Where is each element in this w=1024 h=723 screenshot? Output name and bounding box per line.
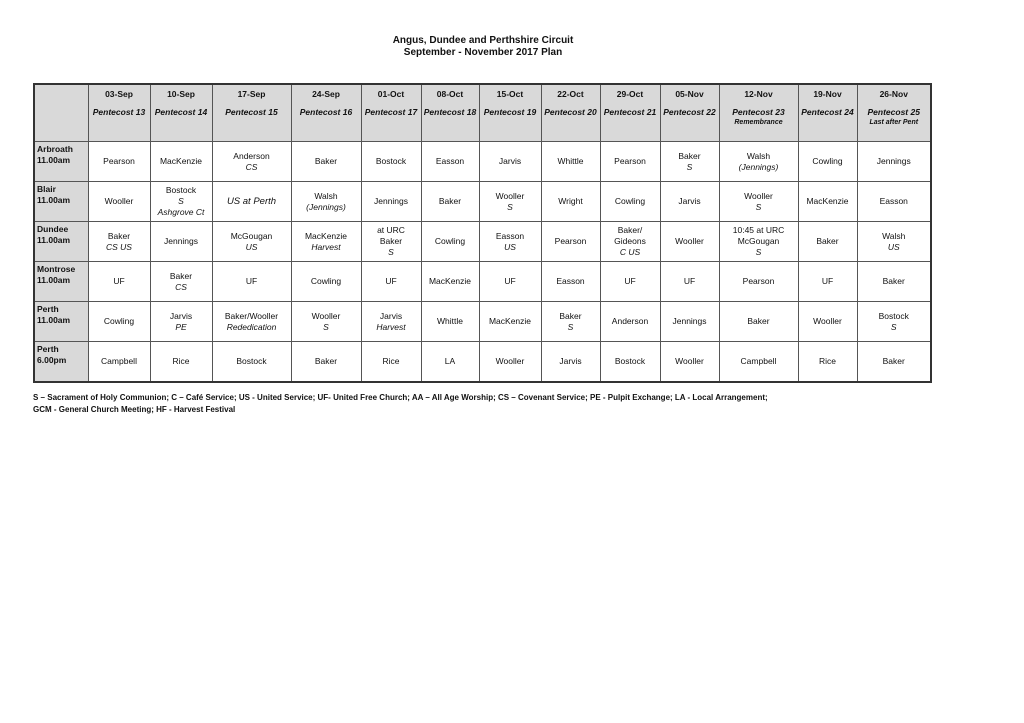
service-note: S <box>890 321 897 332</box>
date-column-header <box>798 84 857 142</box>
preacher-name: Cowling <box>614 196 646 206</box>
service-cell <box>361 302 421 342</box>
service-cell <box>361 142 421 182</box>
service-cell <box>719 342 798 383</box>
preacher-name: UF <box>624 276 636 286</box>
service-cell <box>600 302 660 342</box>
service-cell <box>212 182 291 222</box>
preacher-name: Campbell <box>101 356 137 366</box>
preacher-name: Jennings <box>373 196 409 206</box>
preacher-name: Walsh <box>314 190 338 201</box>
service-time: 11.00am <box>37 315 71 325</box>
service-cell <box>291 182 361 222</box>
church-name-cell <box>34 142 88 182</box>
service-cell <box>88 302 150 342</box>
service-note: (Jennings) <box>738 161 779 172</box>
date-column-header <box>600 84 660 142</box>
document-title: Angus, Dundee and Perthshire Circuit <box>392 35 574 46</box>
date-label: 03-Sep <box>105 89 133 99</box>
preacher-name: Wooller <box>744 190 773 201</box>
date-label: 05-Nov <box>675 89 704 99</box>
service-cell <box>541 262 600 302</box>
date-column-header <box>541 84 600 142</box>
preacher-name: LA <box>444 356 456 366</box>
date-label: 22-Oct <box>557 89 584 99</box>
service-cell <box>421 262 479 302</box>
preacher-name: Baker <box>882 356 905 366</box>
service-cell <box>719 222 798 262</box>
preacher-name: Jarvis <box>169 310 193 321</box>
church-name: Perth <box>37 344 59 354</box>
service-note: (Jennings) <box>306 201 346 212</box>
service-cell <box>479 182 541 222</box>
service-cell <box>541 182 600 222</box>
church-row <box>34 222 931 262</box>
date-column-header <box>291 84 361 142</box>
church-row <box>34 142 931 182</box>
service-cell <box>541 342 600 383</box>
preacher-name: Cowling <box>434 236 466 246</box>
preacher-name: Baker <box>559 310 582 321</box>
date-column-header <box>719 84 798 142</box>
service-cell <box>600 262 660 302</box>
service-cell <box>660 222 719 262</box>
liturgical-sunday-label: Pentecost 20 <box>544 107 597 117</box>
service-note: S <box>323 321 329 332</box>
preacher-name: Baker <box>314 356 338 366</box>
cell-note-top: at URC <box>377 225 405 235</box>
service-note: US <box>504 241 516 252</box>
church-name-cell <box>34 222 88 262</box>
service-cell <box>600 182 660 222</box>
date-label: 15-Oct <box>496 89 524 99</box>
service-cell <box>88 222 150 262</box>
service-note: US <box>887 241 900 252</box>
service-cell <box>719 182 798 222</box>
preacher-name: Jarvis <box>678 196 701 206</box>
preacher-name: Wooller <box>495 356 525 366</box>
service-cell <box>88 182 150 222</box>
header-row <box>34 84 931 142</box>
service-note: S <box>567 321 574 332</box>
date-column-header <box>361 84 421 142</box>
service-cell <box>212 262 291 302</box>
service-cell <box>212 342 291 383</box>
preacher-name: Baker <box>107 230 131 241</box>
preacher-name: McGougan <box>737 236 780 246</box>
service-note: S <box>686 161 693 172</box>
cell-note-top: 10:45 at URC <box>732 225 785 235</box>
preacher-name: MacKenzie <box>159 156 203 166</box>
service-cell <box>421 222 479 262</box>
service-cell <box>291 262 361 302</box>
preacher-name: Pearson <box>554 236 587 246</box>
liturgical-sunday-label: Pentecost 24 <box>801 107 854 117</box>
preacher-name: Baker <box>747 316 770 326</box>
service-time: 11.00am <box>37 275 71 285</box>
date-label: 10-Sep <box>167 89 195 99</box>
preacher-name: Baker <box>169 270 193 281</box>
date-label: 24-Sep <box>312 89 340 99</box>
plan-body <box>34 142 931 383</box>
corner-cell <box>34 84 88 142</box>
church-row <box>34 302 931 342</box>
date-label: 17-Sep <box>237 89 266 99</box>
preacher-name: Cowling <box>812 156 843 166</box>
church-name: Montrose <box>37 264 76 274</box>
church-name-cell <box>34 302 88 342</box>
preacher-name: Wooller <box>675 236 704 246</box>
date-column-header <box>212 84 291 142</box>
preacher-name: Baker <box>314 156 338 166</box>
service-cell <box>88 342 150 383</box>
preacher-name: Baker/Wooller <box>224 310 279 321</box>
preacher-name: S <box>178 196 184 206</box>
preacher-name: Cowling <box>310 276 342 286</box>
preacher-name: Bostock <box>878 310 909 321</box>
service-cell <box>857 222 931 262</box>
preacher-name: UF <box>245 276 258 286</box>
preacher-name: Bostock <box>614 356 646 366</box>
date-column-header <box>857 84 931 142</box>
service-cell <box>291 222 361 262</box>
service-cell <box>150 142 212 182</box>
sunday-note: Last after Pent <box>869 119 919 126</box>
service-cell <box>479 222 541 262</box>
preacher-name: Baker <box>678 150 701 161</box>
service-cell <box>361 182 421 222</box>
service-cell <box>421 302 479 342</box>
preacher-name: Jennings <box>672 316 707 326</box>
preacher-name: Wooller <box>495 190 525 201</box>
service-note: CS <box>245 161 258 172</box>
preacher-name: Jarvis <box>379 310 403 321</box>
service-note: S <box>755 247 762 257</box>
preacher-name: MacKenzie <box>428 276 472 286</box>
service-note: CS US <box>106 241 132 252</box>
preacher-name: Pearson <box>742 276 775 286</box>
service-note: S <box>755 201 762 212</box>
date-label: 08-Oct <box>436 89 464 99</box>
service-cell <box>660 262 719 302</box>
church-name: Arbroath <box>37 144 73 154</box>
preacher-name: Wooller <box>813 316 842 326</box>
preacher-name: Bostock <box>236 356 267 366</box>
service-note: C US <box>619 247 641 257</box>
preacher-name: Baker <box>882 276 905 286</box>
church-row <box>34 342 931 383</box>
date-column-header <box>150 84 212 142</box>
service-cell <box>88 262 150 302</box>
cell-note-top: Bostock <box>165 185 197 195</box>
service-cell <box>857 302 931 342</box>
church-row <box>34 262 931 302</box>
liturgical-sunday-label: Pentecost 23 <box>732 107 785 117</box>
service-cell <box>421 342 479 383</box>
service-time: 6.00pm <box>37 355 67 365</box>
legend-line: S – Sacrament of Holy Communion; C – Café Service; US - United Service; UF- United Free Church; AA – All Age Worship; CS – Covenant Service; PE - Pulpit Exchange; LA - Local Arrangement; <box>33 393 768 402</box>
church-name: Blair <box>37 184 56 194</box>
service-cell <box>660 302 719 342</box>
preacher-name: UF <box>504 276 516 286</box>
liturgical-sunday-label: Pentecost 13 <box>92 107 146 117</box>
preacher-name: Walsh <box>882 230 906 241</box>
service-cell <box>479 262 541 302</box>
liturgical-sunday-label: Pentecost 16 <box>299 107 353 117</box>
preacher-name: Jarvis <box>498 156 522 166</box>
service-cell <box>541 142 600 182</box>
service-note: US <box>245 241 258 252</box>
liturgical-sunday-label: Pentecost 15 <box>225 107 278 117</box>
preacher-name: Wooller <box>311 310 341 321</box>
service-cell <box>150 182 212 222</box>
date-label: 12-Nov <box>744 89 773 99</box>
church-row <box>34 182 931 222</box>
legend <box>33 392 768 416</box>
service-cell <box>660 182 719 222</box>
preacher-name: McGougan <box>230 230 273 241</box>
date-label: 19-Nov <box>813 89 842 99</box>
service-note: Harvest <box>311 241 341 252</box>
date-column-header <box>479 84 541 142</box>
preacher-name: UF <box>821 276 834 286</box>
service-cell <box>150 262 212 302</box>
preacher-name: Whittle <box>557 156 584 166</box>
service-time: 11.00am <box>37 235 71 245</box>
church-name-cell <box>34 342 88 383</box>
preacher-name: Pearson <box>614 156 646 166</box>
preacher-name: Baker <box>816 236 839 246</box>
preacher-name: Jennings <box>163 236 199 246</box>
service-cell <box>798 142 857 182</box>
date-label: 26-Nov <box>879 89 908 99</box>
preacher-name: UF <box>683 276 696 286</box>
date-column-header <box>660 84 719 142</box>
service-cell <box>541 222 600 262</box>
liturgical-sunday-label: Pentecost 19 <box>483 107 537 117</box>
preacher-name: Easson <box>495 230 525 241</box>
church-name-cell <box>34 262 88 302</box>
date-label: 29-Oct <box>616 89 644 99</box>
date-column-header <box>88 84 150 142</box>
preacher-name: Anderson <box>611 316 649 326</box>
preacher-name: Rice <box>818 356 836 366</box>
preacher-name: Easson <box>556 276 585 286</box>
liturgical-sunday-label: Pentecost 25 <box>867 107 920 117</box>
preacher-name: Gideons <box>614 236 646 246</box>
service-note: S <box>388 247 394 257</box>
preacher-name: Walsh <box>746 150 771 161</box>
preacher-name: Baker <box>379 236 403 246</box>
preacher-name: MacKenzie <box>488 316 532 326</box>
preacher-name: Jarvis <box>559 356 582 366</box>
service-cell <box>291 342 361 383</box>
legend-line: GCM - General Church Meeting; HF - Harvest Festival <box>33 405 236 414</box>
service-cell <box>719 302 798 342</box>
service-cell <box>719 142 798 182</box>
service-cell <box>857 182 931 222</box>
service-note: Harvest <box>376 321 406 332</box>
service-cell <box>479 302 541 342</box>
service-cell <box>857 262 931 302</box>
preacher-name: Easson <box>879 196 908 206</box>
service-cell <box>212 142 291 182</box>
document-header <box>0 35 966 59</box>
service-cell <box>150 222 212 262</box>
preacher-name: Rice <box>172 356 190 366</box>
service-cell <box>479 142 541 182</box>
cell-note-top: Baker/ <box>617 225 643 235</box>
service-cell <box>857 142 931 182</box>
service-cell <box>798 302 857 342</box>
preacher-name: Whittle <box>437 316 463 326</box>
service-cell <box>798 262 857 302</box>
service-cell <box>212 302 291 342</box>
service-cell <box>291 302 361 342</box>
service-cell <box>291 142 361 182</box>
preacher-name: Rice <box>382 356 400 366</box>
service-cell <box>798 182 857 222</box>
preacher-name: US at Perth <box>226 196 277 207</box>
service-cell <box>541 302 600 342</box>
service-cell <box>857 342 931 383</box>
liturgical-sunday-label: Pentecost 22 <box>663 107 716 117</box>
preacher-name: Pearson <box>103 156 135 166</box>
service-cell <box>660 142 719 182</box>
liturgical-sunday-label: Pentecost 18 <box>423 107 477 117</box>
preacher-name: Bostock <box>375 156 407 166</box>
service-cell <box>600 342 660 383</box>
service-cell <box>150 342 212 383</box>
date-label: 01-Oct <box>377 89 405 99</box>
service-cell <box>88 142 150 182</box>
preacher-name: Baker <box>438 196 462 206</box>
service-cell <box>798 342 857 383</box>
preacher-name: Anderson <box>233 150 270 161</box>
service-note: S <box>507 201 513 212</box>
liturgical-sunday-label: Pentecost 17 <box>364 107 418 117</box>
preacher-name: Campbell <box>740 356 777 366</box>
service-note: PE <box>175 321 187 332</box>
preacher-name: Wooller <box>675 356 704 366</box>
sunday-note: Remembrance <box>734 119 783 126</box>
service-cell <box>361 222 421 262</box>
church-name-cell <box>34 182 88 222</box>
preacher-name: Wright <box>558 196 583 206</box>
service-time: 11.00am <box>37 195 71 205</box>
service-cell <box>150 302 212 342</box>
service-cell <box>600 142 660 182</box>
service-cell <box>361 342 421 383</box>
service-cell <box>421 182 479 222</box>
service-time: 11.00am <box>37 155 71 165</box>
preacher-name: UF <box>385 276 397 286</box>
service-cell <box>212 222 291 262</box>
service-cell <box>361 262 421 302</box>
service-cell <box>798 222 857 262</box>
service-note: Ashgrove Ct <box>157 207 205 217</box>
preacher-name: Easson <box>435 156 465 166</box>
liturgical-sunday-label: Pentecost 14 <box>154 107 208 117</box>
preacher-name: MacKenzie <box>806 196 849 206</box>
preacher-name: Cowling <box>103 316 135 326</box>
service-note: CS <box>175 281 187 292</box>
preacher-name: Jennings <box>876 156 911 166</box>
document-subtitle: September - November 2017 Plan <box>403 47 563 58</box>
preacher-name: Wooller <box>104 196 134 206</box>
date-column-header <box>421 84 479 142</box>
liturgical-sunday-label: Pentecost 21 <box>603 107 657 117</box>
preacher-name: UF <box>113 276 125 286</box>
church-name: Perth <box>37 304 59 314</box>
church-name: Dundee <box>37 224 69 234</box>
service-cell <box>600 222 660 262</box>
service-note: Rededication <box>226 321 277 332</box>
preacher-name: MacKenzie <box>304 230 348 241</box>
service-cell <box>479 342 541 383</box>
service-cell <box>421 142 479 182</box>
preaching-plan-table <box>33 83 932 383</box>
service-cell <box>719 262 798 302</box>
service-cell <box>660 342 719 383</box>
